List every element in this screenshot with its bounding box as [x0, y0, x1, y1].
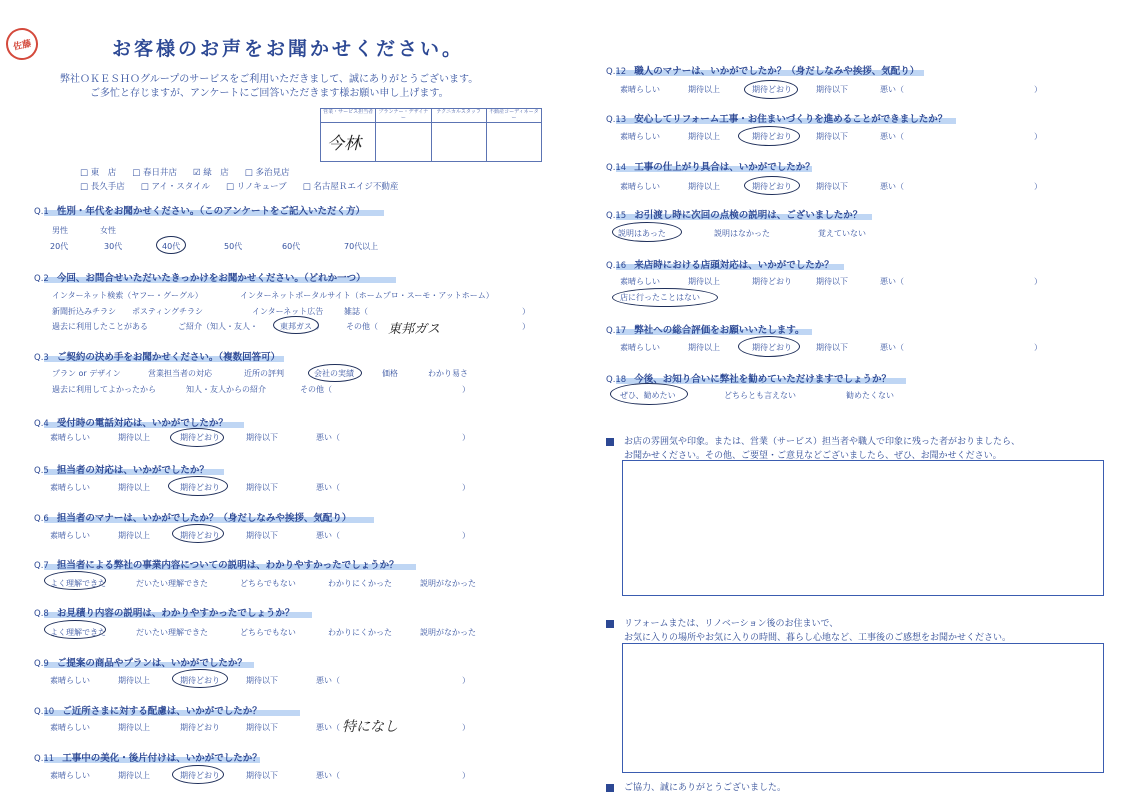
- q14-options: 素晴らしい 期待以上 期待どおり 期待以下 悪い（ ）: [620, 182, 1042, 191]
- q8-answer-circle: [44, 620, 106, 639]
- q13-heading: Q.13 安心してリフォーム工事・お住まいづくりを進めることができましたか？: [606, 114, 948, 125]
- q11-answer-circle: [172, 765, 224, 784]
- q2-options: インターネット検索（ヤフー・グーグル） インターネットポータルサイト（ホームプロ・スーモ・アットホーム） 新聞折込みチラシ ポスティングチラシ インターネット広告 雑誌（ ） 過去に利用したことがある ご紹介（知人・友人・ 東邦ガス ） その他（ ）: [52, 291, 530, 331]
- square-bullet-icon: [606, 438, 614, 446]
- free-comment-1-prompt-2: お聞かせください。その他、ご要望・ご意見などございましたら、ぜひ、お聞かせください。: [624, 451, 1002, 461]
- q1-options: 男性 女性 20代 30代 40代 50代 60代 70代以上: [50, 226, 379, 251]
- q8-heading: Q.8 お見積り内容の説明は、わかりやすかったでしょうか？: [34, 608, 295, 619]
- q1-heading: Q.1 性別・年代をお聞かせください。（このアンケートをご記入いただく方）: [34, 206, 365, 217]
- free-comment-1-box[interactable]: [622, 460, 1104, 596]
- q12-answer-circle: [744, 80, 798, 99]
- q4-answer-circle: [170, 428, 224, 447]
- square-bullet-icon: [606, 620, 614, 628]
- free-comment-2-box[interactable]: [622, 643, 1104, 773]
- store-checkboxes-row1[interactable]: □ 東 店 □ 春日井店 ☑ 緑 店 □ 多治見店: [80, 168, 290, 178]
- staff-header-sales: 営業・サービス担当者: [321, 109, 375, 123]
- q8-options: よく理解できた だいたい理解できた どちらでもない わかりにくかった 説明がなかった: [50, 628, 476, 637]
- q3-heading: Q.3 ご契約の決め手をお聞かせください。（複数回答可）: [34, 352, 281, 363]
- q14-answer-circle: [744, 176, 800, 195]
- q4-options: 素晴らしい 期待以上 期待どおり 期待以下 悪い（ ）: [50, 433, 470, 442]
- store-checkboxes-row2[interactable]: □ 長久手店 □ アイ・スタイル □ リノキューブ □ 名古屋Ｒエイジ不動産: [80, 182, 399, 192]
- intro-line-2: ご多忙と存じますが、アンケートにご回答いただきます様お願い申し上げます。: [90, 88, 449, 99]
- sales-name-handwritten: 今林: [327, 134, 361, 154]
- q10-options: 素晴らしい 期待以上 期待どおり 期待以下 悪い（ ）: [50, 723, 470, 732]
- q15-options: 説明はあった 説明はなかった 覚えていない: [618, 229, 866, 238]
- q16-answer-circle: [612, 288, 718, 307]
- footer-thanks: ご協力、誠にありがとうございました。: [606, 780, 786, 793]
- free-comment-1-prompt: お店の雰囲気や印象。または、営業（サービス）担当者や職人で印象に残った者がおりましたら、: [606, 434, 1020, 447]
- q12-options: 素晴らしい 期待以上 期待どおり 期待以下 悪い（ ）: [620, 85, 1042, 94]
- q17-answer-circle: [738, 336, 800, 357]
- q9-options: 素晴らしい 期待以上 期待どおり 期待以下 悪い（ ）: [50, 676, 470, 685]
- q17-heading: Q.17 弊社への総合評価をお願いいたします。: [606, 325, 805, 336]
- q7-heading: Q.7 担当者による弊社の事業内容についての説明は、わかりやすかったでしょうか？: [34, 560, 399, 571]
- q11-options: 素晴らしい 期待以上 期待どおり 期待以下 悪い（ ）: [50, 771, 470, 780]
- q16-heading: Q.16 来店時における店頭対応は、いかがでしたか？: [606, 260, 834, 271]
- q7-options: よく理解できた だいたい理解できた どちらでもない わかりにくかった 説明がなかった: [50, 579, 476, 588]
- q16-options: 素晴らしい 期待以上 期待どおり 期待以下 悪い（ ） 店に行ったことはない: [620, 277, 1042, 302]
- q5-heading: Q.5 担当者の対応は、いかがでしたか？: [34, 465, 209, 476]
- q10-handwritten-answer: 特になし: [342, 719, 398, 735]
- q18-heading: Q.18 今後、お知り合いに弊社を勧めていただけますでしょうか？: [606, 374, 892, 385]
- q3-answer-circle: [308, 364, 362, 382]
- q9-answer-circle: [172, 669, 228, 688]
- q6-options: 素晴らしい 期待以上 期待どおり 期待以下 悪い（ ）: [50, 531, 470, 540]
- q13-answer-circle: [738, 126, 800, 146]
- q14-heading: Q.14 工事の仕上がり具合は、いかがでしたか？: [606, 162, 815, 173]
- q12-heading: Q.12 職人のマナーは、いかがでしたか？（身だしなみや挨拶、気配り）: [606, 66, 920, 77]
- staff-header-planner: プランナー・デザイナー: [376, 109, 430, 123]
- q2-heading: Q.2 今回、お問合せいただいたきっかけをお聞かせください。（どれか一つ）: [34, 273, 366, 284]
- q15-heading: Q.15 お引渡し時に次回の点検の説明は、ございましたか？: [606, 210, 863, 221]
- intro-line-1: 弊社ＯＫＥＳＨＯグループのサービスをご利用いただきまして、誠にありがとうございます。: [60, 74, 479, 85]
- q15-answer-circle: [612, 222, 682, 242]
- q5-answer-circle: [168, 476, 228, 496]
- q2-other-handwritten: 東邦ガス: [388, 322, 441, 337]
- free-comment-2-prompt-2: お気に入りの場所やお気に入りの時間、暮らし心地など、工事後のご感想をお聞かせください。: [624, 633, 1012, 643]
- q11-heading: Q.11 工事中の美化・後片付けは、いかがでしたか？: [34, 753, 262, 764]
- q18-options: ぜひ、勧めたい どちらとも言えない 勧めたくない: [620, 391, 894, 400]
- q7-answer-circle: [44, 571, 106, 590]
- q5-options: 素晴らしい 期待以上 期待どおり 期待以下 悪い（ ）: [50, 483, 470, 492]
- q3-options: プラン or デザイン 営業担当者の対応 近所の評判 会社の実績 価格 わかり易さ 過去に利用してよかったから 知人・友人からの紹介 その他（ ）: [52, 369, 470, 394]
- q2-answer-circle: [273, 316, 319, 334]
- q9-heading: Q.9 ご提案の商品やプランは、いかがでしたか？: [34, 658, 247, 669]
- seal-stamp: 佐藤: [3, 25, 41, 63]
- q6-heading: Q.6 担当者のマナーは、いかがでしたか？（身だしなみや挨拶、気配り）: [34, 513, 352, 524]
- free-comment-2-prompt: リフォームまたは、リノベーション後のお住まいで、: [606, 616, 838, 629]
- q17-options: 素晴らしい 期待以上 期待どおり 期待以下 悪い（ ）: [620, 343, 1042, 352]
- staff-header-realestate: 不動産コーディネーター: [487, 109, 541, 123]
- q4-heading: Q.4 受付時の電話対応は、いかがでしたか？: [34, 418, 228, 429]
- q10-heading: Q.10 ご近所さまに対する配慮は、いかがでしたか？: [34, 706, 262, 717]
- square-bullet-icon: [606, 784, 614, 792]
- staff-header-technical: テクニカルスタッフ: [432, 109, 486, 123]
- q18-answer-circle: [610, 383, 688, 405]
- page-title: お客様のお声をお聞かせください。: [112, 38, 465, 60]
- q6-answer-circle: [172, 524, 224, 543]
- q13-options: 素晴らしい 期待以上 期待どおり 期待以下 悪い（ ）: [620, 132, 1042, 141]
